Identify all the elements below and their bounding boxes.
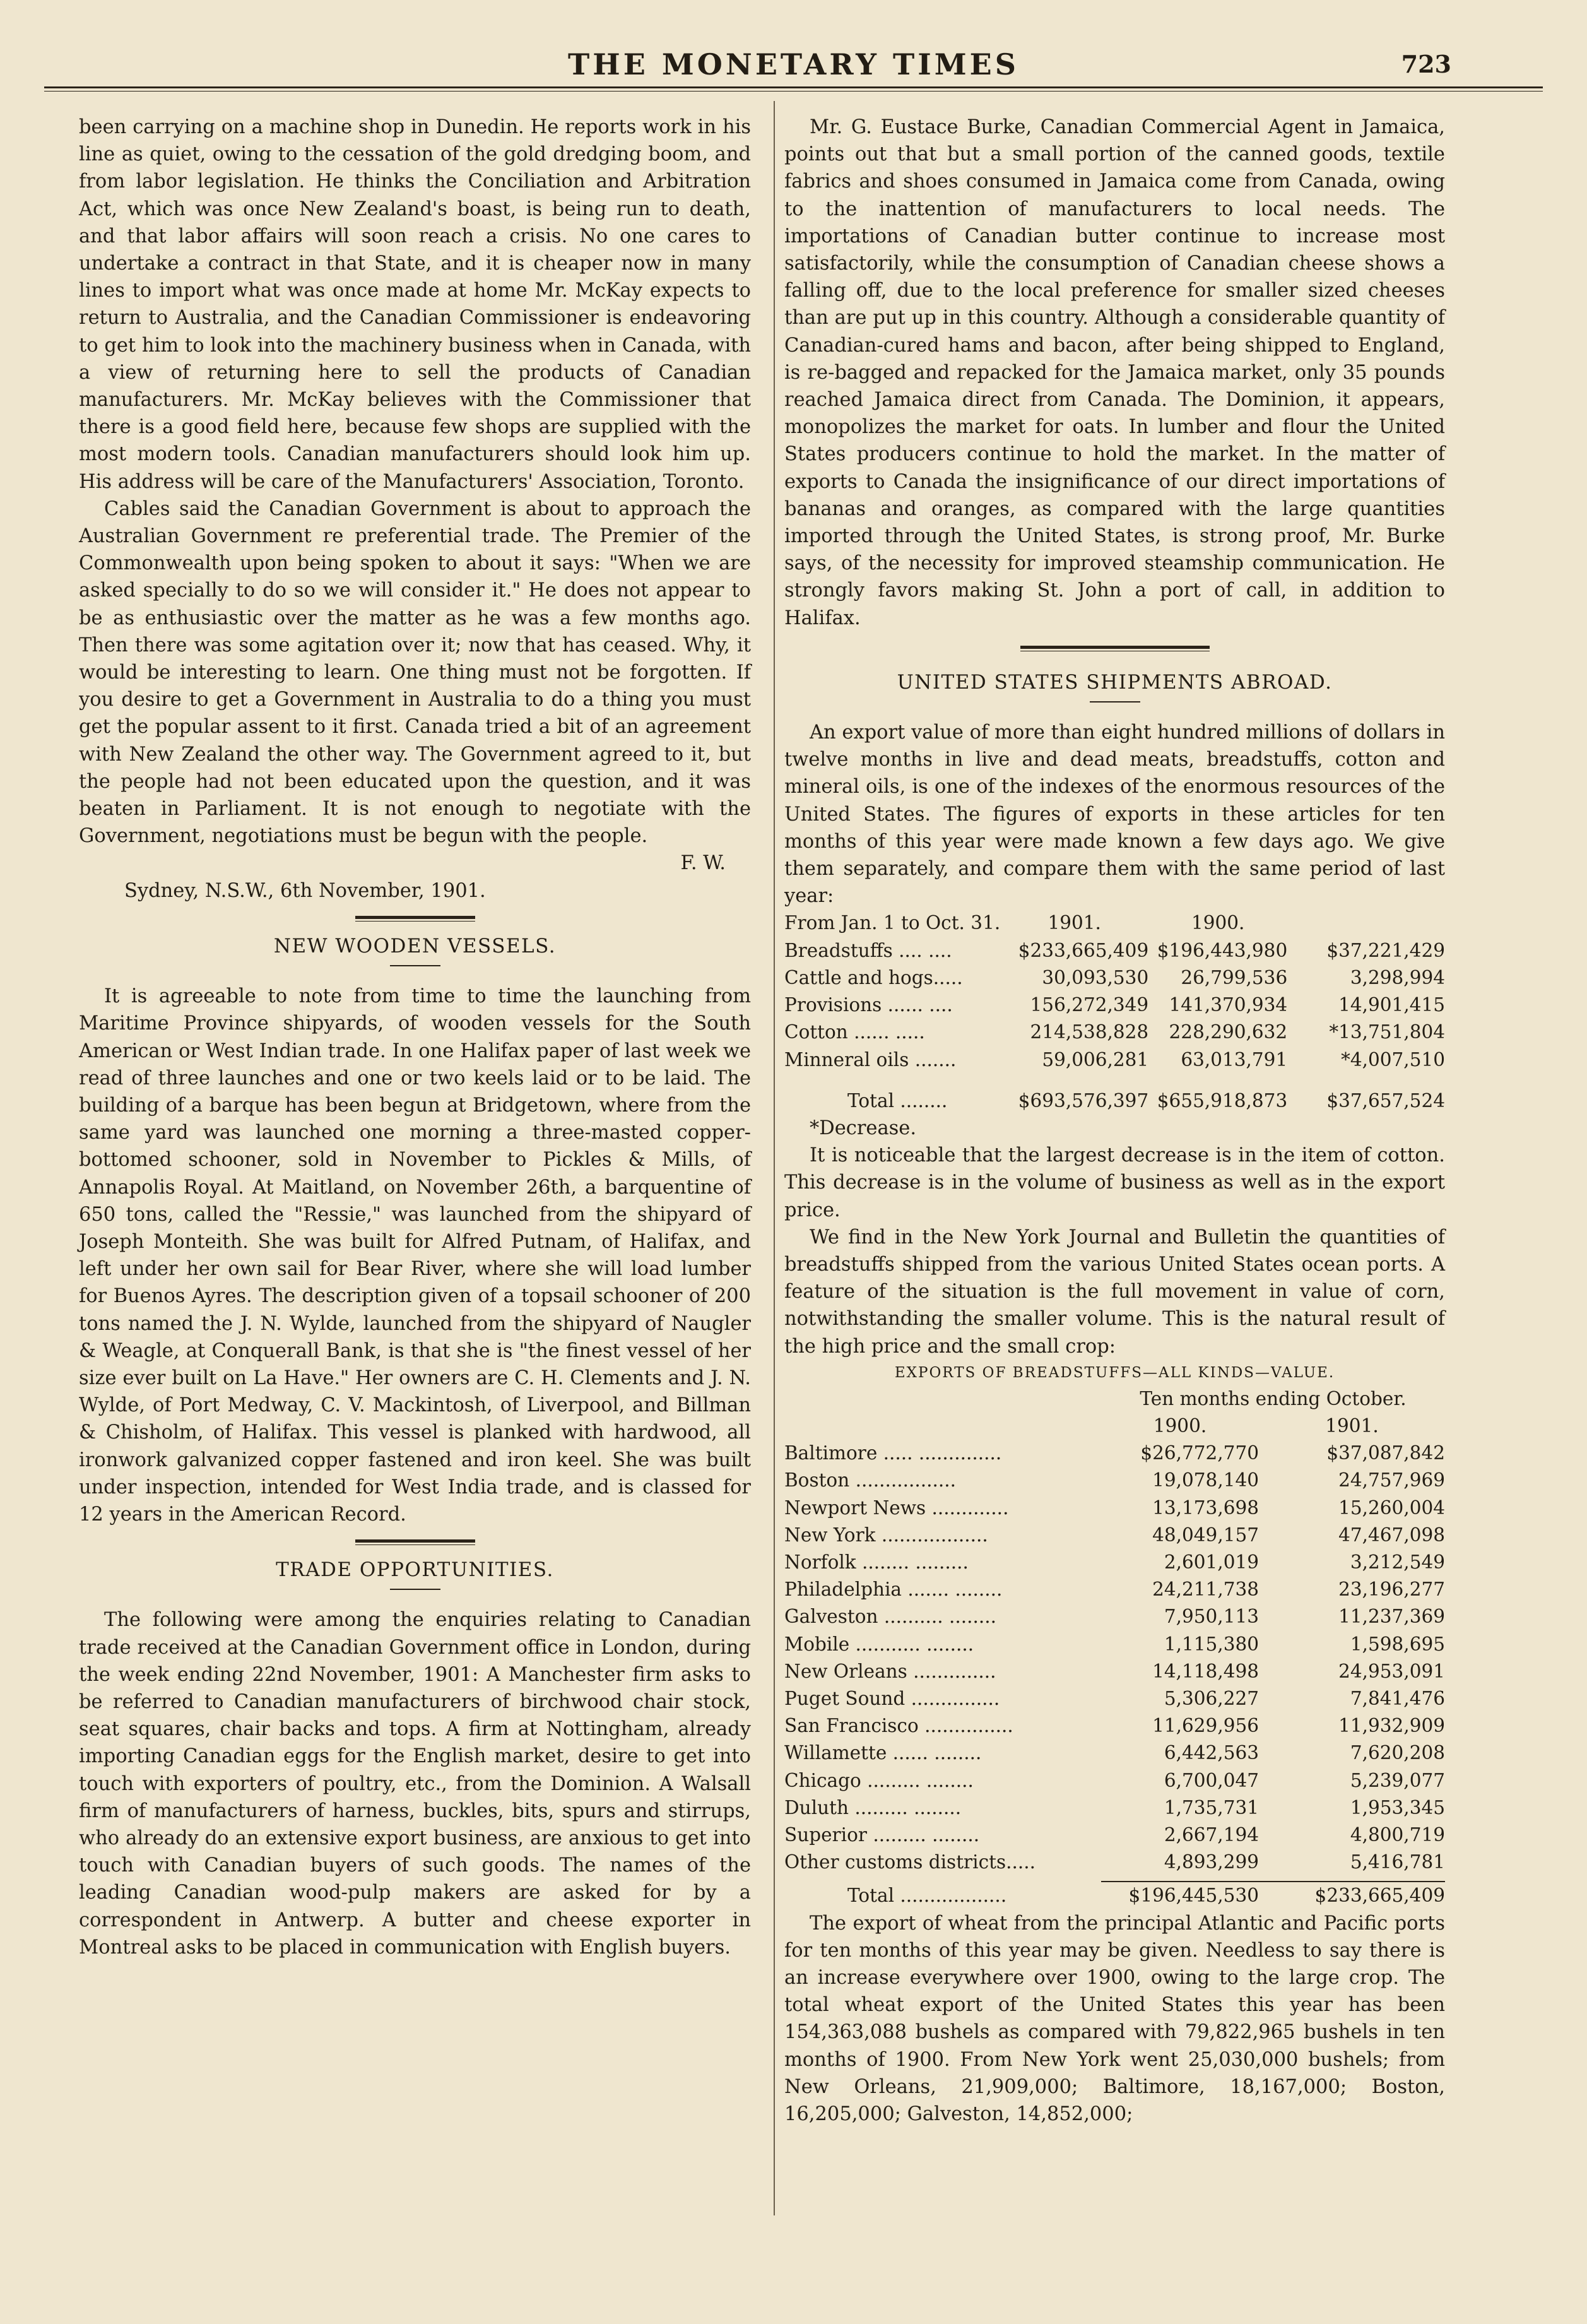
table-row — [784, 1849, 1445, 1876]
article-paragraph: The following were among the enquiries relating to Canadian trade received at the Canadian Government office in London, during the week ending 22nd November, 1901: A Manchester firm asks to be referred to Canadian manufacturers of birchwood chair stock, seat squares, chair backs and tops. A firm at Nottingham, already importing Canadian eggs for the English market, desire to get into touch with exporters of poultry, etc., from the Dominion. A Walsall firm of manufacturers of harness, buckles, bits, spurs and stirrups, who already do an extensive export business, are anxious to get into touch with Canadian buyers of such goods. The names of the leading Canadian wood-pulp makers are asked for by a correspondent in Antwerp. A butter and cheese exporter in Montreal asks to be placed in communication with English buyers. — [79, 1609, 751, 1959]
dateline: Sydney, N.S.W., 6th November, 1901. — [124, 879, 486, 902]
table-cell: Minneral oils ....... — [784, 1048, 957, 1070]
table-cell: $37,657,524 — [1326, 1089, 1445, 1112]
table-cell: 7,620,208 — [1350, 1742, 1445, 1764]
table-cell: 5,239,077 — [1350, 1769, 1445, 1791]
breadstuffs-exports-table — [784, 1385, 1445, 1910]
table-cell: Other customs districts..... — [784, 1851, 1035, 1873]
table-cell: 3,298,994 — [1350, 966, 1445, 988]
table-cell: 48,049,157 — [1152, 1524, 1259, 1546]
table-row — [784, 1467, 1445, 1494]
table-row — [784, 1603, 1445, 1630]
section-ornament-rule — [355, 916, 475, 922]
right-column — [784, 114, 1445, 2128]
table-cell: Newport News ............. — [784, 1497, 1009, 1519]
table-cell: $233,665,409 — [1314, 1885, 1445, 1907]
table-cell: $233,665,409 — [1018, 939, 1149, 961]
table-cell: 11,932,909 — [1338, 1715, 1445, 1737]
table-cell: $26,772,770 — [1140, 1442, 1259, 1464]
table-cell: 15,260,004 — [1338, 1497, 1445, 1519]
table-row — [784, 1046, 1445, 1074]
table-row — [784, 1019, 1445, 1046]
article-paragraph: been carrying on a machine shop in Dunedin. He reports work in his line as quiet, owing to the cessation of the gold dredging boom, and from labor legislation. He thinks the Conciliation and Arbitration Act, which was once New Zealand's boast, is being run to death, and that labor affairs will soon reach a crisis. No one cares to undertake a contract in that State, and it is cheaper now in many lines to import what was once made at home Mr. McKay expects to return to Australia, and the Canadian Commissioner is endeavoring to get him to look into the machinery business when in Canada, with a view of returning here to sell the products of Canadian manufacturers. Mr. McKay believes with the Commissioner that there is a good field here, because few shops are supplied with the most modern tools. Canadian manufacturers should look him up. His address will be care of the Manufacturers' Association, Toronto. — [79, 116, 751, 493]
article-paragraph: An export value of more than eight hundred millions of dollars in twelve months in live and dead meats, breadstuffs, cotton and mineral oils, is one of the indexes of the enormous resources of the United States. The figures of exports in these articles for ten months of this year were made known a few days ago. We give them separately, and compare them with the same period of last year: — [784, 721, 1445, 908]
table-cell: Philadelphia ....... ........ — [784, 1579, 1003, 1601]
table-cell: 4,893,299 — [1164, 1851, 1259, 1873]
column-divider — [774, 101, 775, 2215]
table-cell: *13,751,804 — [1329, 1021, 1445, 1043]
section-heading: NEW WOODEN VESSELS. — [273, 934, 557, 957]
table-row — [784, 1740, 1445, 1767]
table-cell: Breadstuffs .... .... — [784, 939, 952, 961]
table-cell: 24,953,091 — [1338, 1660, 1445, 1682]
table-cell: 7,841,476 — [1350, 1687, 1445, 1709]
signature-line — [79, 850, 751, 877]
table-row — [784, 1794, 1445, 1822]
heading-dash — [390, 1589, 440, 1590]
table-header-cell: From Jan. 1 to Oct. 31. — [784, 912, 1001, 934]
table-total-row — [784, 1882, 1445, 1909]
table-cell: Superior ......... ........ — [784, 1823, 980, 1846]
table-cell: 6,442,563 — [1164, 1742, 1259, 1764]
table-cell: 1,598,695 — [1350, 1633, 1445, 1655]
table-cell: 24,211,738 — [1152, 1579, 1259, 1601]
table-header-row — [784, 1385, 1445, 1413]
table-cell: $693,576,397 — [1018, 1089, 1149, 1112]
table-header-cell: 1900. — [1191, 912, 1245, 934]
table-cell: Mobile ........... ........ — [784, 1633, 974, 1655]
table-cell: Baltimore ..... .............. — [784, 1442, 1002, 1464]
table-cell: 11,629,956 — [1152, 1715, 1259, 1737]
table-row — [784, 1576, 1445, 1603]
heading-dash — [390, 965, 440, 966]
table-cell: Duluth ......... ........ — [784, 1796, 962, 1818]
table-cell: 19,078,140 — [1152, 1469, 1259, 1491]
table-cell: 14,118,498 — [1152, 1660, 1259, 1682]
table-cell: Total .................. — [847, 1885, 1007, 1907]
table-header-cell: 1901. — [1325, 1414, 1379, 1437]
table-cell: $196,443,980 — [1157, 939, 1288, 961]
table-cell: 30,093,530 — [1042, 966, 1149, 988]
author-signature: F. W. — [680, 852, 726, 875]
table-row — [784, 1522, 1445, 1549]
table-cell: 59,006,281 — [1042, 1048, 1149, 1070]
table-cell: 141,370,934 — [1169, 994, 1288, 1016]
table-rule-row — [784, 1876, 1445, 1882]
table-row — [784, 992, 1445, 1019]
table-cell: $196,445,530 — [1128, 1885, 1259, 1907]
table-cell: 6,700,047 — [1164, 1769, 1259, 1791]
table-cell: 63,013,791 — [1181, 1048, 1288, 1070]
section-ornament-rule — [355, 1539, 475, 1545]
table-cell: $655,918,873 — [1157, 1089, 1288, 1112]
heading-dash — [1090, 701, 1140, 703]
article-paragraph: It is agreeable to note from time to time the launching from Maritime Province shipyards, of wooden vessels for the South American or West Indian trade. In one Halifax paper of last week we read of three launches and one or two keels laid or to be laid. The building of a barque has been begun at Bridgetown, where from the same yard was launched one morning a three-masted copper-bottomed schooner, sold in November to Pickles & Mills, of Annapolis Royal. At Maitland, on November 26th, a barquentine of 650 tons, called the "Ressie," was launched from the shipyard of Joseph Monteith. She was built for Alfred Putnam, of Halifax, and left under her own sail for Bear River, where she will load lumber for Buenos Ayres. The description given of a topsail schooner of 200 tons named the J. N. Wylde, launched from the shipyard of Naugler & Weagle, at Conquerall Bank, is that she is "the finest vessel of her size ever built on La Have." Her owners are C. H. Clements and J. N. Wylde, of Port Medway, C. V. Mackintosh, of Liverpool, and Billman & Chisholm, of Halifax. This vessel is planked with hardwood, all ironwork galvanized copper fastened and iron keel. She was built under inspection, intended for West India trade, and is classed for 12 years in the American Record. — [79, 985, 751, 1526]
table-cell: 1,953,345 — [1350, 1796, 1445, 1818]
left-column — [79, 114, 751, 1961]
table-cell: Provisions ...... .... — [784, 994, 953, 1016]
table-cell: Cattle and hogs..... — [784, 966, 963, 988]
article-paragraph: It is noticeable that the largest decrease is in the item of cotton. This decrease is in the volume of business as well as in the export price. — [784, 1144, 1445, 1221]
table-footnote: *Decrease. — [810, 1117, 917, 1139]
table-cell: 5,306,227 — [1164, 1687, 1259, 1709]
table-cell: 24,757,969 — [1338, 1469, 1445, 1491]
section-heading: UNITED STATES SHIPMENTS ABROAD. — [897, 670, 1333, 694]
table-header-cell: 1901. — [1047, 912, 1101, 934]
table-row — [784, 937, 1445, 964]
table-row — [784, 1631, 1445, 1658]
article-paragraph: Mr. G. Eustace Burke, Canadian Commercial Agent in Jamaica, points out that but a small portion of the canned goods, textile fabrics and shoes consumed in Jamaica come from Canada, owing to the inattention of manufacturers to local needs. The importations of Canadian butter continue to increase most satisfactorily, while the consumption of Canadian cheese shows a falling off, due to the local preference for smaller sized cheeses than are put up in this country. Although a considerable quantity of Canadian-cured hams and bacon, after being shipped to England, is re-bagged and repacked for the Jamaica market, only 35 pounds reached Jamaica direct from Canada. The Dominion, it appears, monopolizes the market for oats. In lumber and flour the United States producers continue to hold the market. In the matter of exports to Canada the insignificance of our direct importations of bananas and oranges, as compared with the large quantities imported through the United States, is strong proof, Mr. Burke says, of the necessity for improved steamship communication. He strongly favors making St. John a port of call, in addition to Halifax. — [784, 116, 1445, 629]
table-row — [784, 1822, 1445, 1849]
table-cell: Chicago ......... ........ — [784, 1769, 974, 1791]
table-cell: 3,212,549 — [1350, 1551, 1445, 1573]
table-cell: New York .................. — [784, 1524, 988, 1546]
table-cell: 2,601,019 — [1164, 1551, 1259, 1573]
table-cell: 1,115,380 — [1164, 1633, 1259, 1655]
masthead-title: THE MONETARY TIMES — [568, 47, 1019, 81]
section-ornament-rule — [1020, 646, 1210, 651]
table-row — [784, 1685, 1445, 1712]
table-row — [784, 1712, 1445, 1740]
table-cell: 14,901,415 — [1338, 994, 1445, 1016]
table-row — [784, 1440, 1445, 1467]
table-cell: Cotton ...... ..... — [784, 1021, 925, 1043]
table-cell: San Francisco ............... — [784, 1715, 1013, 1737]
table-cell: 156,272,349 — [1030, 994, 1149, 1016]
article-paragraph: The export of wheat from the principal Atlantic and Pacific ports for ten months of this year may be given. Needless to say there is an increase everywhere over 1900, owing to the large crop. The total wheat export of the United States this year has been 154,363,088 bushels as compared with 79,822,965 bushels in ten months of 1900. From New York went 25,030,000 bushels; from New Orleans, 21,909,000; Baltimore, 18,167,000; Boston, 16,205,000; Galveston, 14,852,000; — [784, 1912, 1445, 2126]
table-row — [784, 1495, 1445, 1522]
table-cell: Willamette ...... ........ — [784, 1742, 982, 1764]
table-cell: Norfolk ........ ......... — [784, 1551, 969, 1573]
table-cell: 11,237,369 — [1338, 1606, 1445, 1628]
table-total-row — [784, 1088, 1445, 1115]
table-cell: 228,290,632 — [1169, 1021, 1288, 1043]
page-number: 723 — [1401, 50, 1451, 78]
table-cell: 214,538,828 — [1030, 1021, 1149, 1043]
table-cell: *4,007,510 — [1341, 1048, 1445, 1070]
table-header-cell: 1900. — [1153, 1414, 1207, 1437]
article-paragraph: Cables said the Canadian Government is about to approach the Australian Government re preferential trade. The Premier of the Commonwealth upon being spoken to about it says: "When we are asked specially to do so we will consider it." He does not appear to be as enthusiastic over the matter as he was a few months ago. Then there was some agitation over it; now that has ceased. Why, it would be interesting to learn. One thing must not be forgotten. If you desire to get a Government in Australia to do a thing you must get the popular assent to it first. Canada tried a bit of an agreement with New Zealand the other way. The Government agreed to it, but the people had not been educated upon the question, and it was beaten in Parliament. It is not enough to negotiate with the Government, negotiations must be begun with the people. — [79, 497, 751, 848]
table-row — [784, 964, 1445, 992]
table-cell: 2,667,194 — [1164, 1823, 1259, 1846]
table-row — [784, 1658, 1445, 1685]
table-header-row — [784, 1413, 1445, 1440]
table-header-cell: Ten months ending October. — [1140, 1387, 1407, 1409]
table-row — [784, 1549, 1445, 1576]
exports-comparison-table — [784, 910, 1445, 1114]
table-cell: New Orleans .............. — [784, 1660, 996, 1682]
table-row — [784, 1767, 1445, 1794]
table-cell: 26,799,536 — [1181, 966, 1288, 988]
table-cell: 5,416,781 — [1350, 1851, 1445, 1873]
table-caption: EXPORTS OF BREADSTUFFS—ALL KINDS—VALUE. — [894, 1364, 1335, 1381]
table-cell: Galveston .......... ........ — [784, 1606, 997, 1628]
article-paragraph: We find in the New York Journal and Bulletin the quantities of breadstuffs shipped from the various United States ocean ports. A feature of the situation is the full movement in value of corn, notwithstanding the smaller volume. This is the natural result of the high price and the small crop: — [784, 1226, 1445, 1358]
table-cell: 4,800,719 — [1350, 1823, 1445, 1846]
table-cell: 13,173,698 — [1152, 1497, 1259, 1519]
table-cell: Puget Sound ............... — [784, 1687, 1000, 1709]
header-rule-thin — [44, 91, 1543, 92]
table-cell: 23,196,277 — [1338, 1579, 1445, 1601]
table-header-cell — [1287, 910, 1445, 937]
table-cell: $37,087,842 — [1326, 1442, 1445, 1464]
header-rule — [44, 86, 1543, 88]
table-cell: 1,735,731 — [1164, 1796, 1259, 1818]
table-spacer-row — [784, 1074, 1445, 1088]
table-cell: 7,950,113 — [1164, 1606, 1259, 1628]
table-cell: 47,467,098 — [1338, 1524, 1445, 1546]
table-header-row — [784, 910, 1445, 937]
running-header — [0, 45, 1587, 83]
table-cell: Total ........ — [847, 1089, 948, 1112]
section-heading: TRADE OPPORTUNITIES. — [276, 1558, 554, 1582]
table-cell: Boston ................. — [784, 1469, 956, 1491]
table-cell: $37,221,429 — [1326, 939, 1445, 961]
